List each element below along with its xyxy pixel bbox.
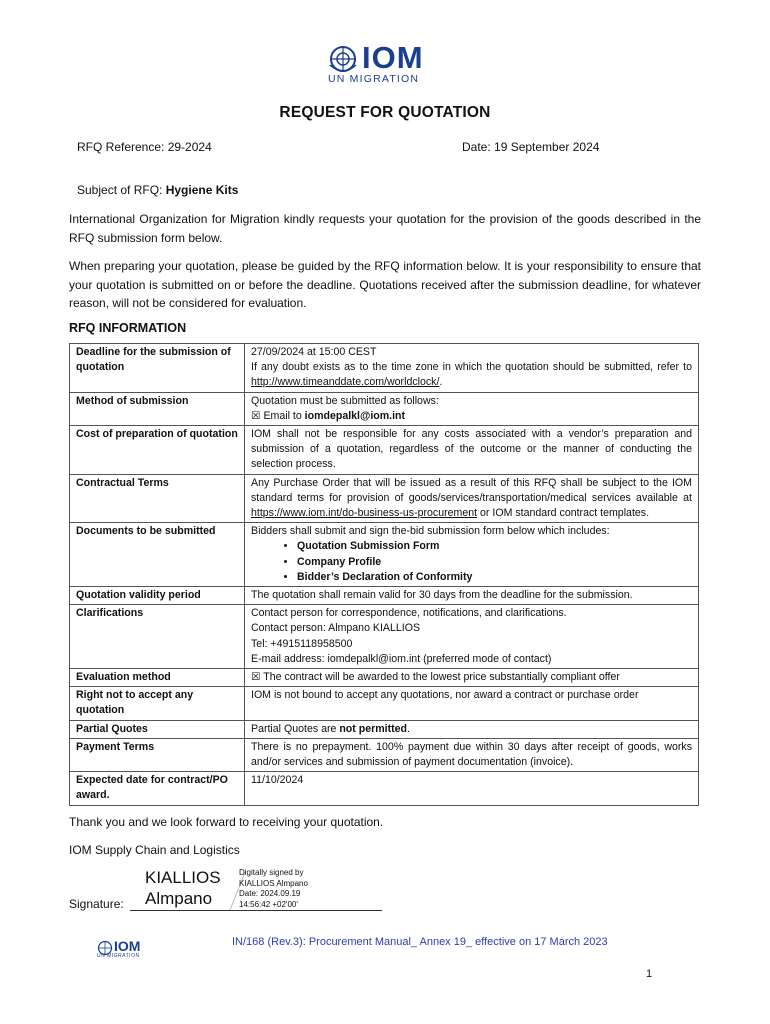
checked-box-icon: ☒ [251, 409, 261, 422]
footer-logo [97, 939, 145, 959]
row-label: Clarifications [70, 605, 245, 669]
document-title: REQUEST FOR QUOTATION [279, 104, 491, 121]
row-value [245, 392, 699, 425]
rfq-subject [77, 183, 238, 197]
row-label: Cost of preparation of quotation [70, 426, 245, 475]
checked-box-icon: ☒ [251, 671, 261, 684]
table-row [70, 738, 699, 771]
table-row [70, 392, 699, 425]
deadline-note: If any doubt exists as to the time zone in which the quotation should be submitted, refer to http://www.timeanddate.com/worldclock/. [251, 361, 692, 389]
section-title: RFQ INFORMATION [69, 321, 187, 335]
signer-first-name: KIALLIOS [145, 868, 221, 887]
contact-person: Contact person: Almpano KIALLIOS [251, 622, 421, 635]
subject-value: Hygiene Kits [165, 183, 239, 197]
contact-phone: Tel: +4915118958500 [251, 637, 353, 650]
list-item: • Bidder’s Declaration of Conformity [297, 570, 692, 585]
row-value: The quotation shall remain valid for 30 days from the deadline for the submission. [245, 587, 699, 605]
digital-signature-details [239, 868, 308, 910]
row-label: Contractual Terms [70, 474, 245, 523]
table-row [70, 587, 699, 605]
row-value: IOM is not bound to accept any quotations, nor award a contract or purchase order [245, 687, 699, 720]
submission-email[interactable]: iomdepalkl@iom.int [304, 409, 406, 422]
intro-paragraph-1: International Organization for Migration kindly requests your quotation for the provision of the goods described in the RFQ submission form below. [69, 212, 701, 245]
row-label: Expected date for contract/PO award. [70, 772, 245, 805]
footer-logo-name: IOM [114, 938, 141, 954]
page-number: 1 [646, 968, 653, 980]
intro-paragraph-2: When preparing your quotation, please be guided by the RFQ information below. It is your responsibility to ensure that your quotation is submitted on or before the deadline. Quotations received after the submission deadline, for whatever reason, will not be considered for evaluation. [69, 259, 701, 310]
table-row [70, 720, 699, 738]
clarifications-line: Contact person for correspondence, notifications, and clarifications. [251, 607, 567, 620]
procurement-link[interactable]: https://www.iom.int/do-business-us-procurement [251, 507, 478, 520]
row-value [245, 605, 699, 669]
rfq-information-table [69, 343, 699, 806]
list-item: • Quotation Submission Form [297, 539, 692, 554]
list-item: • Company Profile [297, 555, 692, 570]
table-row [70, 426, 699, 475]
row-label: Right not to accept any quotation [70, 687, 245, 720]
row-value: 11/10/2024 [245, 772, 699, 805]
rfq-reference: RFQ Reference: 29-2024 [77, 140, 212, 154]
table-row [70, 523, 699, 587]
row-value [245, 344, 699, 393]
footer-logo-tagline: UN MIGRATION [97, 953, 140, 959]
table-row [70, 474, 699, 523]
row-value: Partial Quotes are not permitted. [245, 720, 699, 738]
digital-line: 14:56:42 +02'00' [239, 899, 298, 909]
row-value: ☒ The contract will be awarded to the lowest price substantially compliant offer [245, 669, 699, 687]
digital-line: Date: 2024.09.19 [239, 889, 301, 898]
row-label: Payment Terms [70, 738, 245, 771]
row-label: Deadline for the submission of quotation [70, 344, 245, 393]
closing-thanks: Thank you and we look forward to receiving your quotation. [69, 815, 384, 829]
documents-list [251, 539, 692, 585]
deadline-date: 27/09/2024 at 15:00 CEST [251, 346, 377, 358]
signer-last-name: Almpano [145, 889, 213, 908]
row-value [245, 523, 699, 587]
row-label: Documents to be submitted [70, 523, 245, 587]
rfq-date: Date: 19 September 2024 [462, 140, 600, 154]
timeanddate-link[interactable]: http://www.timeanddate.com/worldclock/ [251, 376, 440, 389]
table-row [70, 344, 699, 393]
digital-line: KIALLIOS Almpano [239, 878, 308, 888]
table-row [70, 687, 699, 720]
row-label: Partial Quotes [70, 720, 245, 738]
signature-line [130, 910, 382, 911]
documents-intro: Bidders shall submit and sign the-bid submission form below which includes: [251, 525, 610, 538]
row-value: Any Purchase Order that will be issued as a result of this RFQ shall be subject to the IOM standard terms for provision of goods/services/transportation/medical services available at https://www.iom.int/do-business-us-procurement or IOM standard contract templates. [245, 474, 699, 523]
digital-line: Digitally signed by [239, 868, 304, 877]
table-row [70, 669, 699, 687]
row-label: Method of submission [70, 392, 245, 425]
table-row [70, 772, 699, 805]
logo-name: IOM [362, 40, 424, 75]
closing-team: IOM Supply Chain and Logistics [69, 843, 240, 857]
logo-tagline: UN MIGRATION [328, 73, 420, 85]
table-row [70, 605, 699, 669]
row-label: Evaluation method [70, 669, 245, 687]
subject-label: Subject of RFQ: [77, 183, 166, 197]
email-option: ☒ Email to iomdepalkl@iom.int [251, 409, 406, 422]
row-label: Quotation validity period [70, 587, 245, 605]
row-value: IOM shall not be responsible for any costs associated with a vendor’s preparation and submission of a quotation, regardless of the outcome or the manner of conducting the selection process. [245, 426, 699, 475]
contact-email: E-mail address: iomdepalkl@iom.int (preferred mode of contact) [251, 652, 552, 665]
row-value: There is no prepayment. 100% payment due within 30 days after receipt of goods, works and/or services and submission of payment documentation (invoice). [245, 738, 699, 771]
signature-label: Signature: [69, 897, 124, 911]
method-text: Quotation must be submitted as follows: [251, 394, 439, 407]
footer-reference: IN/168 (Rev.3): Procurement Manual_ Annex 19_ effective on 17 March 2023 [232, 936, 608, 948]
